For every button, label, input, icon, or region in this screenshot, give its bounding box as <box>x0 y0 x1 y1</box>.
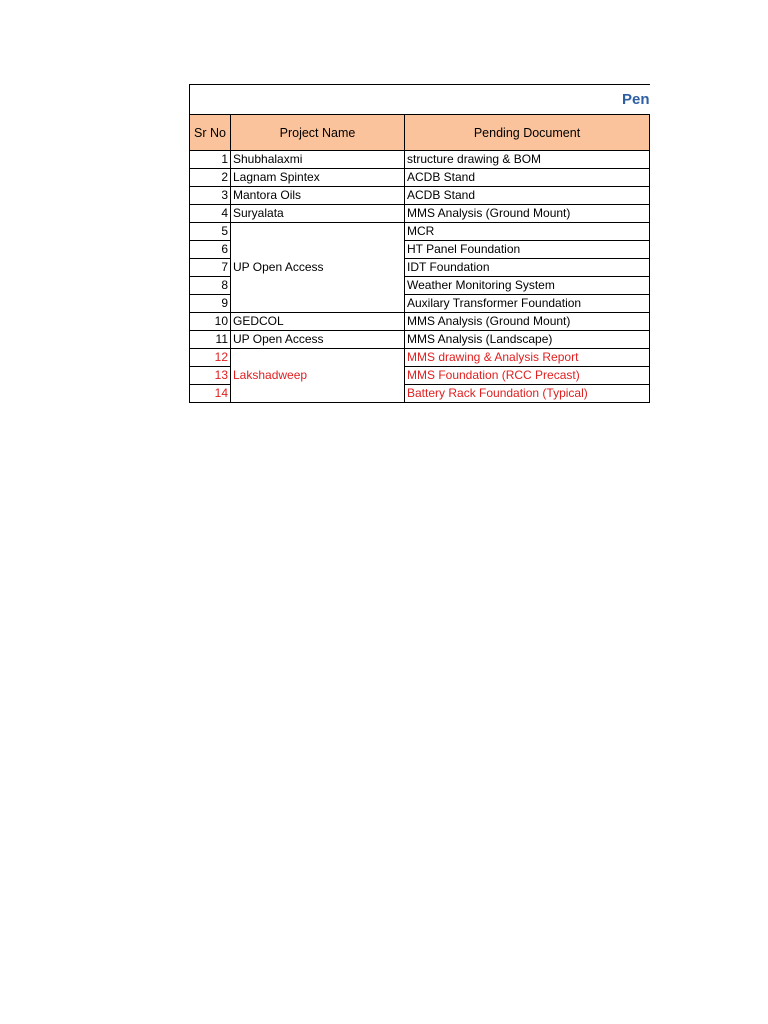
pending-document-cell[interactable]: structure drawing & BOM <box>405 151 650 169</box>
pending-document-cell[interactable]: Auxilary Transformer Foundation <box>405 295 650 313</box>
sr-no-cell[interactable]: 12 <box>190 349 231 367</box>
project-name-cell[interactable]: GEDCOL <box>231 313 405 331</box>
sr-no-cell[interactable]: 3 <box>190 187 231 205</box>
table-row-highlighted <box>190 349 650 367</box>
header-project-name: Project Name <box>231 115 405 151</box>
sheet-title: Pen <box>190 85 650 115</box>
pending-document-cell[interactable]: HT Panel Foundation <box>405 241 650 259</box>
sr-no-cell[interactable]: 10 <box>190 313 231 331</box>
title-row <box>190 85 650 115</box>
sr-no-cell[interactable]: 11 <box>190 331 231 349</box>
sr-no-cell[interactable]: 4 <box>190 205 231 223</box>
pending-document-cell[interactable]: IDT Foundation <box>405 259 650 277</box>
sr-no-cell[interactable]: 8 <box>190 277 231 295</box>
header-sr-no: Sr No <box>190 115 231 151</box>
sr-no-cell[interactable]: 7 <box>190 259 231 277</box>
sr-no-cell[interactable]: 2 <box>190 169 231 187</box>
pending-document-cell[interactable]: ACDB Stand <box>405 187 650 205</box>
sr-no-cell[interactable]: 1 <box>190 151 231 169</box>
project-name-cell-merged[interactable]: Lakshadweep <box>231 349 405 403</box>
pending-document-cell[interactable]: MMS Foundation (RCC Precast) <box>405 367 650 385</box>
project-name-cell-merged[interactable]: UP Open Access <box>231 223 405 313</box>
pending-document-cell[interactable]: MMS Analysis (Ground Mount) <box>405 313 650 331</box>
project-name-cell[interactable]: Lagnam Spintex <box>231 169 405 187</box>
sr-no-cell[interactable]: 9 <box>190 295 231 313</box>
header-row <box>190 115 650 151</box>
pending-document-cell[interactable]: Battery Rack Foundation (Typical) <box>405 385 650 403</box>
header-pending-document: Pending Document <box>405 115 650 151</box>
sr-no-cell[interactable]: 6 <box>190 241 231 259</box>
spreadsheet-view <box>189 84 650 403</box>
table-row <box>190 187 650 205</box>
table-row <box>190 205 650 223</box>
pending-document-cell[interactable]: Weather Monitoring System <box>405 277 650 295</box>
table-row <box>190 151 650 169</box>
sr-no-cell[interactable]: 5 <box>190 223 231 241</box>
table-row <box>190 223 650 241</box>
pending-documents-table <box>189 84 650 403</box>
project-name-cell[interactable]: UP Open Access <box>231 331 405 349</box>
pending-document-cell[interactable]: MMS Analysis (Ground Mount) <box>405 205 650 223</box>
project-name-cell[interactable]: Mantora Oils <box>231 187 405 205</box>
table-row <box>190 331 650 349</box>
pending-document-cell[interactable]: ACDB Stand <box>405 169 650 187</box>
pending-document-cell[interactable]: MMS drawing & Analysis Report <box>405 349 650 367</box>
pending-document-cell[interactable]: MMS Analysis (Landscape) <box>405 331 650 349</box>
project-name-cell[interactable]: Shubhalaxmi <box>231 151 405 169</box>
sr-no-cell[interactable]: 13 <box>190 367 231 385</box>
sr-no-cell[interactable]: 14 <box>190 385 231 403</box>
table-row <box>190 169 650 187</box>
table-row <box>190 313 650 331</box>
pending-document-cell[interactable]: MCR <box>405 223 650 241</box>
project-name-cell[interactable]: Suryalata <box>231 205 405 223</box>
